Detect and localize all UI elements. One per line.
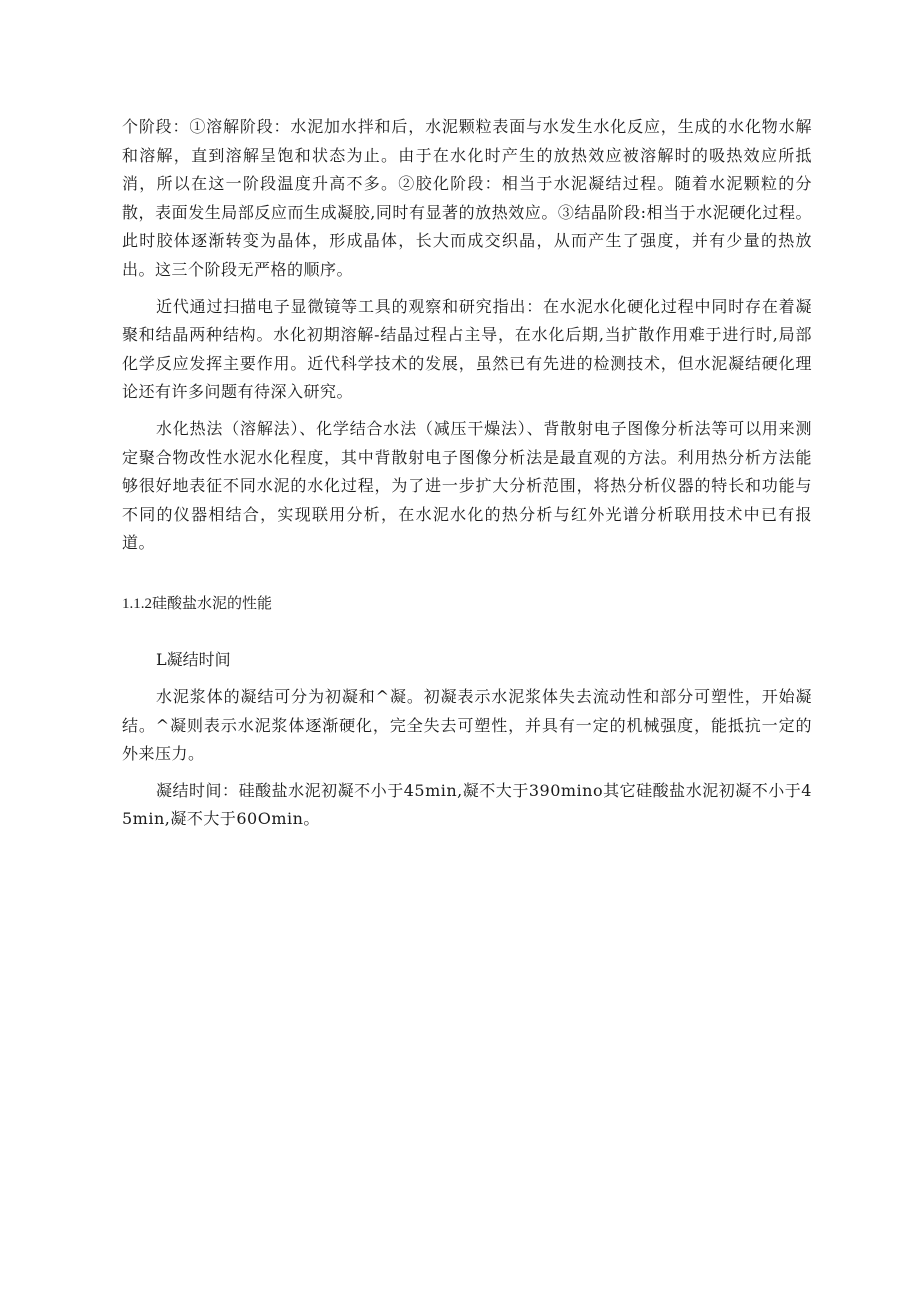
- document-body: [122, 113, 812, 834]
- section-title: 硅酸盐水泥的性能: [152, 593, 273, 612]
- section-heading: [122, 589, 812, 618]
- paragraph-hydration-stages: 个阶段：①溶解阶段：水泥加水拌和后，水泥颗粒表面与水发生水化反应，生成的水化物水解和溶解，直到溶解呈饱和状态为止。由于在水化时产生的放热效应被溶解时的吸热效应所抵消，所以在这一阶段温度升高不多。②胶化阶段：相当于水泥凝结过程。随着水泥颗粒的分散，表面发生局部反应而生成凝胶,同时有显著的放热效应。③结晶阶段:相当于水泥硬化过程。此时胶体逐渐转变为晶体，形成晶体，长大而成交织晶，从而产生了强度，并有少量的热放出。这三个阶段无严格的顺序。: [122, 117, 812, 279]
- paragraph-setting-time-values: 凝结时间：硅酸盐水泥初凝不小于45min,凝不大于390mino其它硅酸盐水泥初凝不小于45min,凝不大于60Omin。: [122, 780, 812, 829]
- section-number: 1.1.2: [122, 595, 152, 612]
- paragraph-setting-definition: 水泥浆体的凝结可分为初凝和^凝。初凝表示水泥浆体失去流动性和部分可塑性，开始凝结。^凝则表示水泥浆体逐渐硬化，完全失去可塑性，并具有一定的机械强度，能抵抗一定的外来压力。: [122, 686, 812, 764]
- subheading-setting-time: L凝结时间: [156, 649, 231, 669]
- paragraph-modern-research: 近代通过扫描电子显微镜等工具的观察和研究指出：在水泥水化硬化过程中同时存在着凝聚和结晶两种结构。水化初期溶解-结晶过程占主导，在水化后期,当扩散作用难于进行时,局部化学反应发挥主要作用。近代科学技术的发展，虽然已有先进的检测技术，但水泥凝结硬化理论还有许多问题有待深入研究。: [122, 296, 812, 402]
- paragraph-measurement-methods: 水化热法（溶解法）、化学结合水法（减压干燥法）、背散射电子图像分析法等可以用来测定聚合物改性水泥水化程度，其中背散射电子图像分析法是最直观的方法。利用热分析方法能够很好地表征不同水泥的水化过程，为了进一步扩大分析范围，将热分析仪器的特长和功能与不同的仪器相结合，实现联用分析，在水泥水化的热分析与红外光谱分析联用技术中已有报道。: [122, 418, 812, 553]
